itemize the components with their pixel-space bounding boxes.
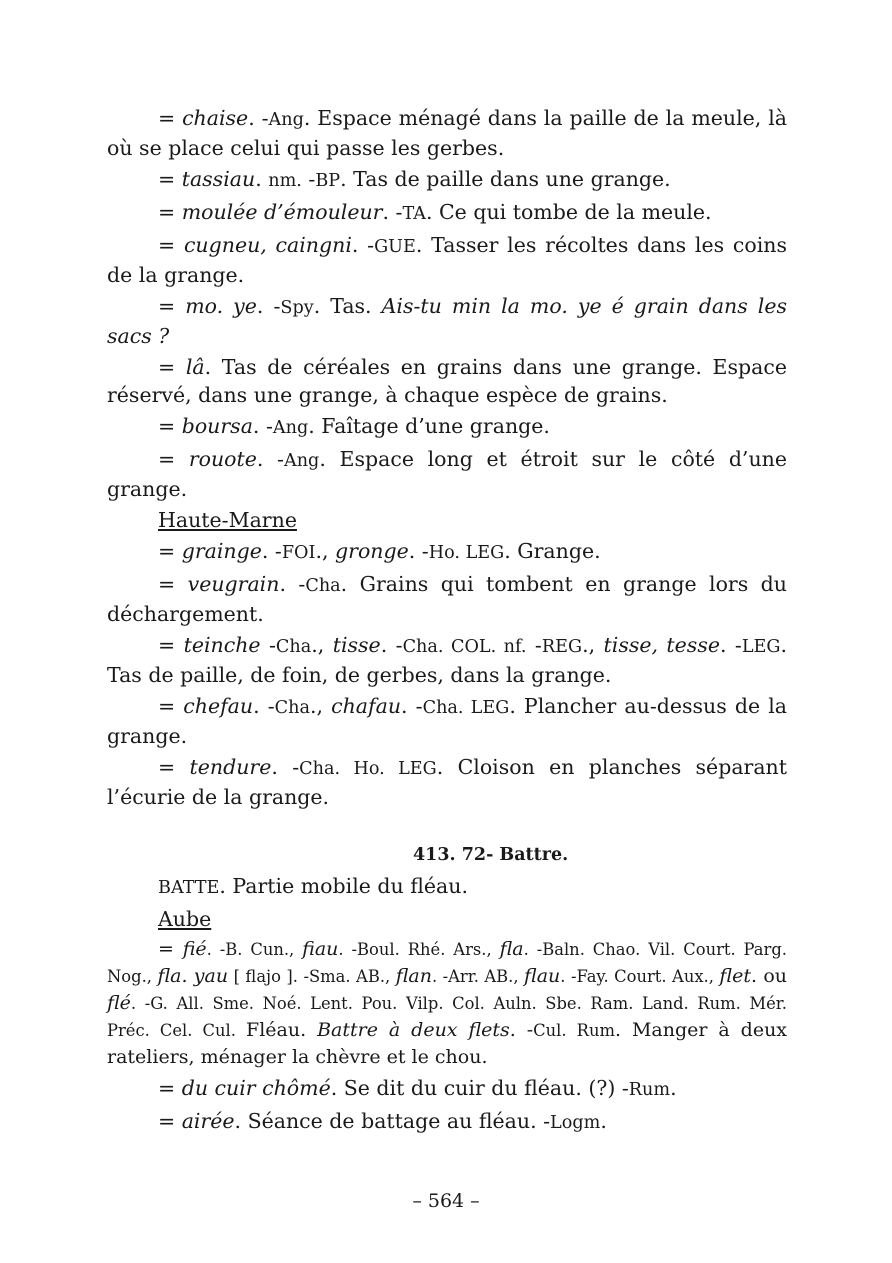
region-heading-aube: Aube bbox=[158, 907, 212, 931]
dictionary-entry: = airée. Séance de battage au fléau. -Logm. bbox=[158, 1109, 607, 1133]
definition-batte: BATTE. Partie mobile du fléau. bbox=[158, 874, 468, 898]
entry-fleau-variants: = fié. -B. Cun., fiau. -Boul. Rhé. Ars., fla. -Baln. Chao. Vil. Court. Parg. Nog., fla. yau [ flajo ]. -Sma. AB., flan. -Arr. AB., flau. -Fay. Court. Aux., flet. ou flé. -G. All. Sme. Noé. Lent. Pou. Vilp. Col. Auln. Sbe. Ram. Land. Rum. Mér. Préc. Cel. Cul. Fléau. Battre à deux flets. -Cul. Rum. Manger à deux rateliers, ménager la chèvre et le chou. bbox=[107, 938, 788, 1068]
dictionary-entry: = du cuir chômé. Se dit du cuir du fléau. (?) -Rum. bbox=[158, 1076, 677, 1100]
dictionary-entry: = moulée d’émouleur. -TA. Ce qui tombe de la meule. bbox=[158, 200, 712, 224]
page-body bbox=[107, 104, 787, 1140]
dictionary-entry: = grainge. -FOI., gronge. -Ho. LEG. Grange. bbox=[158, 539, 601, 563]
page-number: – 564 – bbox=[412, 1190, 480, 1212]
dictionary-entry: = boursa. -Ang. Faîtage d’une grange. bbox=[158, 414, 550, 438]
dictionary-entry: = veugrain. -Cha. Grains qui tombent en grange lors du déchargement. bbox=[107, 572, 787, 626]
dictionary-entry: = teinche -Cha., tisse. -Cha. COL. nf. -REG., tisse, tesse. -LEG. Tas de paille, de foin, de gerbes, dans la grange. bbox=[107, 633, 788, 687]
dictionary-entry: = tendure. -Cha. Ho. LEG. Cloison en planches séparant l’écurie de la grange. bbox=[107, 755, 787, 809]
dictionary-entry: = mo. ye. -Spy. Tas. Ais-tu min la mo. ye é grain dans les sacs ? bbox=[107, 294, 788, 348]
dictionary-entry: = chefau. -Cha., chafau. -Cha. LEG. Plancher au-dessus de la grange. bbox=[107, 694, 788, 748]
dictionary-entry: = cugneu, caingni. -GUE. Tasser les récoltes dans les coins de la grange. bbox=[107, 233, 787, 287]
dictionary-entry: = lâ. Tas de céréales en grains dans une grange. Espace réservé, dans une grange, à chaque espèce de grains. bbox=[107, 355, 787, 407]
entry-title-413: 413. 72- Battre. bbox=[413, 845, 569, 865]
section-battre-entries bbox=[107, 1074, 787, 1137]
dictionary-entry: = chaise. -Ang. Espace ménagé dans la paille de la meule, là où se place celui qui passe les gerbes. bbox=[107, 106, 787, 160]
dictionary-entry: = tassiau. nm. -BP. Tas de paille dans une grange. bbox=[158, 167, 671, 191]
dictionary-entry: = rouote. -Ang. Espace long et étroit sur le côté d’une grange. bbox=[107, 447, 787, 501]
region-heading-haute-marne: Haute-Marne bbox=[158, 508, 297, 532]
section-grange-aube bbox=[107, 104, 787, 503]
section-grange-haute-marne bbox=[107, 537, 787, 811]
